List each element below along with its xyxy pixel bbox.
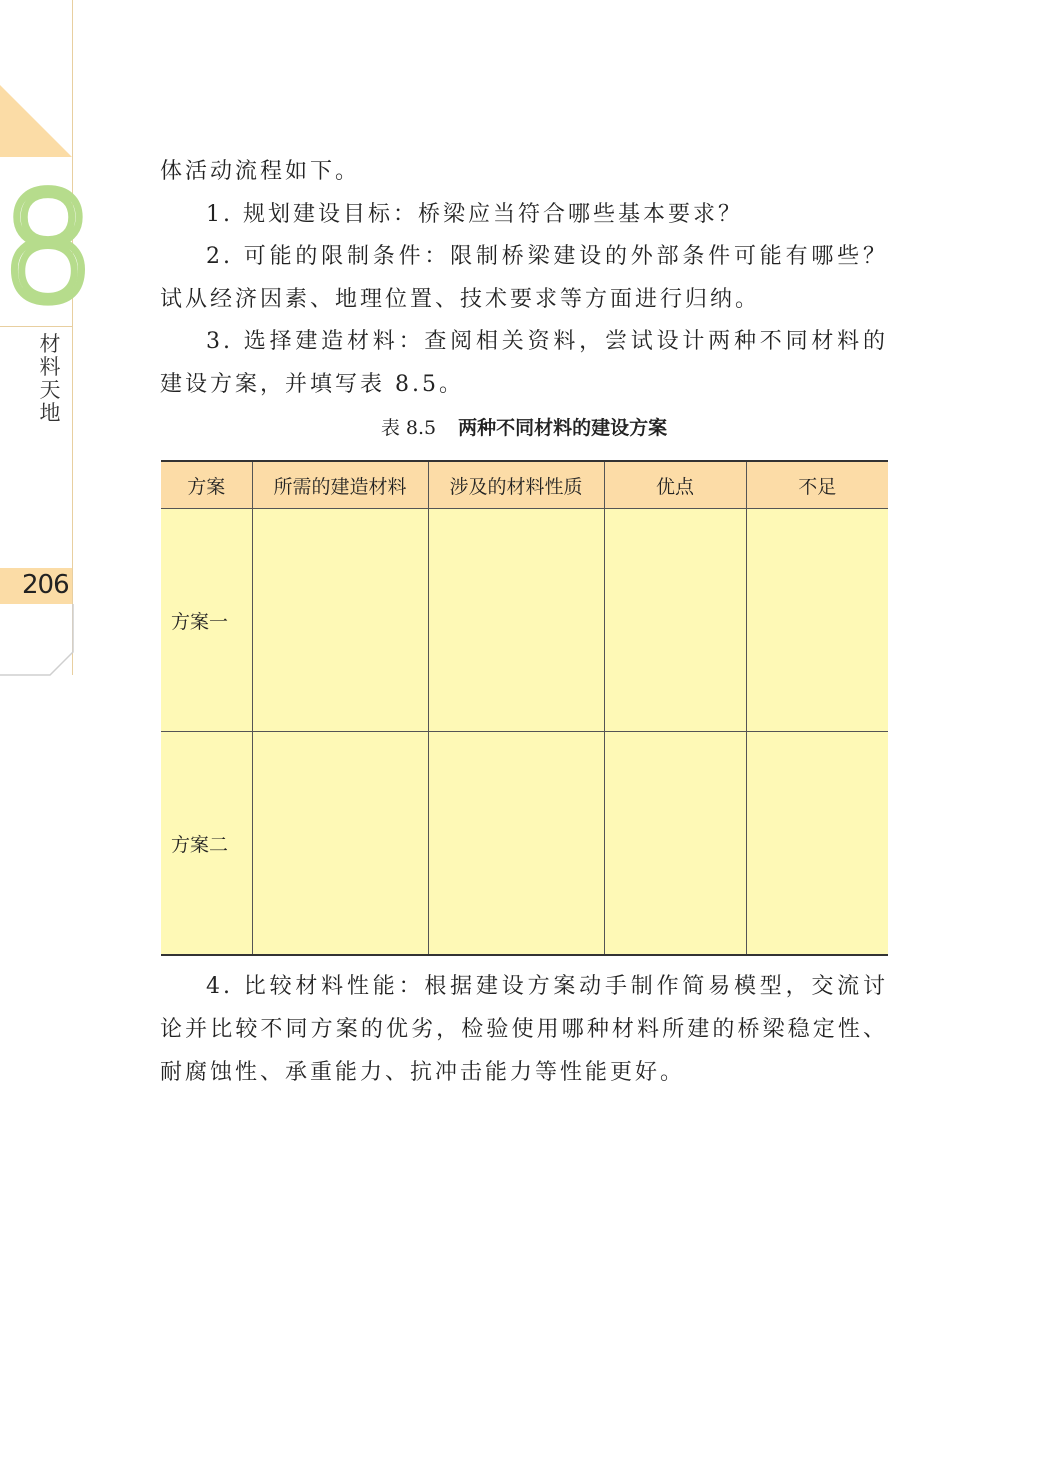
table-header-row: [161, 461, 888, 509]
table-row: [161, 509, 888, 732]
row-label-plan-1: 方案一: [161, 509, 252, 732]
header-materials-needed: 所需的建造材料: [252, 461, 428, 509]
chapter-number-graphic: [0, 162, 96, 336]
paragraph-intro: 体活动流程如下。: [160, 159, 361, 184]
chapter-title-char: 地: [39, 401, 61, 425]
table-caption-number: 表 8.5: [380, 417, 437, 439]
cell-materials-needed[interactable]: [252, 509, 428, 732]
plan-table: [161, 460, 888, 956]
step-3: 3. 选择建造材料：查阅相关资料，尝试设计两种不同材料的建设方案，并填写表 8.5。: [160, 329, 888, 397]
chapter-title-char: 天: [39, 378, 61, 402]
step-2: 2. 可能的限制条件：限制桥梁建设的外部条件可能有哪些？试从经济因素、地理位置、技术要求等方面进行归纳。: [160, 244, 888, 312]
page-number: 206: [22, 570, 69, 600]
table-row: [161, 732, 888, 956]
table-caption-title: 两种不同材料的建设方案: [458, 417, 668, 439]
cell-advantages[interactable]: [604, 509, 746, 732]
cell-disadvantages[interactable]: [746, 732, 888, 956]
step-4: 4. 比较材料性能：根据建设方案动手制作简易模型，交流讨论并比较不同方案的优劣，检验使用哪种材料所建的桥梁稳定性、耐腐蚀性、承重能力、抗冲击能力等性能更好。: [160, 974, 888, 1085]
chapter-title: [36, 333, 64, 425]
cell-material-properties[interactable]: [428, 732, 604, 956]
header-disadvantages: 不足: [746, 461, 888, 509]
chapter-number: 8: [0, 162, 96, 336]
corner-decoration: [0, 85, 72, 157]
page-corner-outline: [0, 604, 74, 676]
cell-disadvantages[interactable]: [746, 509, 888, 732]
chapter-title-char: 材: [39, 332, 61, 356]
header-plan: 方案: [161, 461, 252, 509]
cell-materials-needed[interactable]: [252, 732, 428, 956]
cell-advantages[interactable]: [604, 732, 746, 956]
row-label-plan-2: 方案二: [161, 732, 252, 956]
header-advantages: 优点: [604, 461, 746, 509]
chapter-title-char: 料: [39, 355, 61, 379]
table-caption: [160, 413, 888, 440]
margin-line: [72, 0, 73, 675]
header-material-properties: 涉及的材料性质: [428, 461, 604, 509]
sidebar-separator: [0, 326, 72, 327]
cell-material-properties[interactable]: [428, 509, 604, 732]
step-1: 1. 规划建设目标：桥梁应当符合哪些基本要求？: [206, 202, 743, 227]
